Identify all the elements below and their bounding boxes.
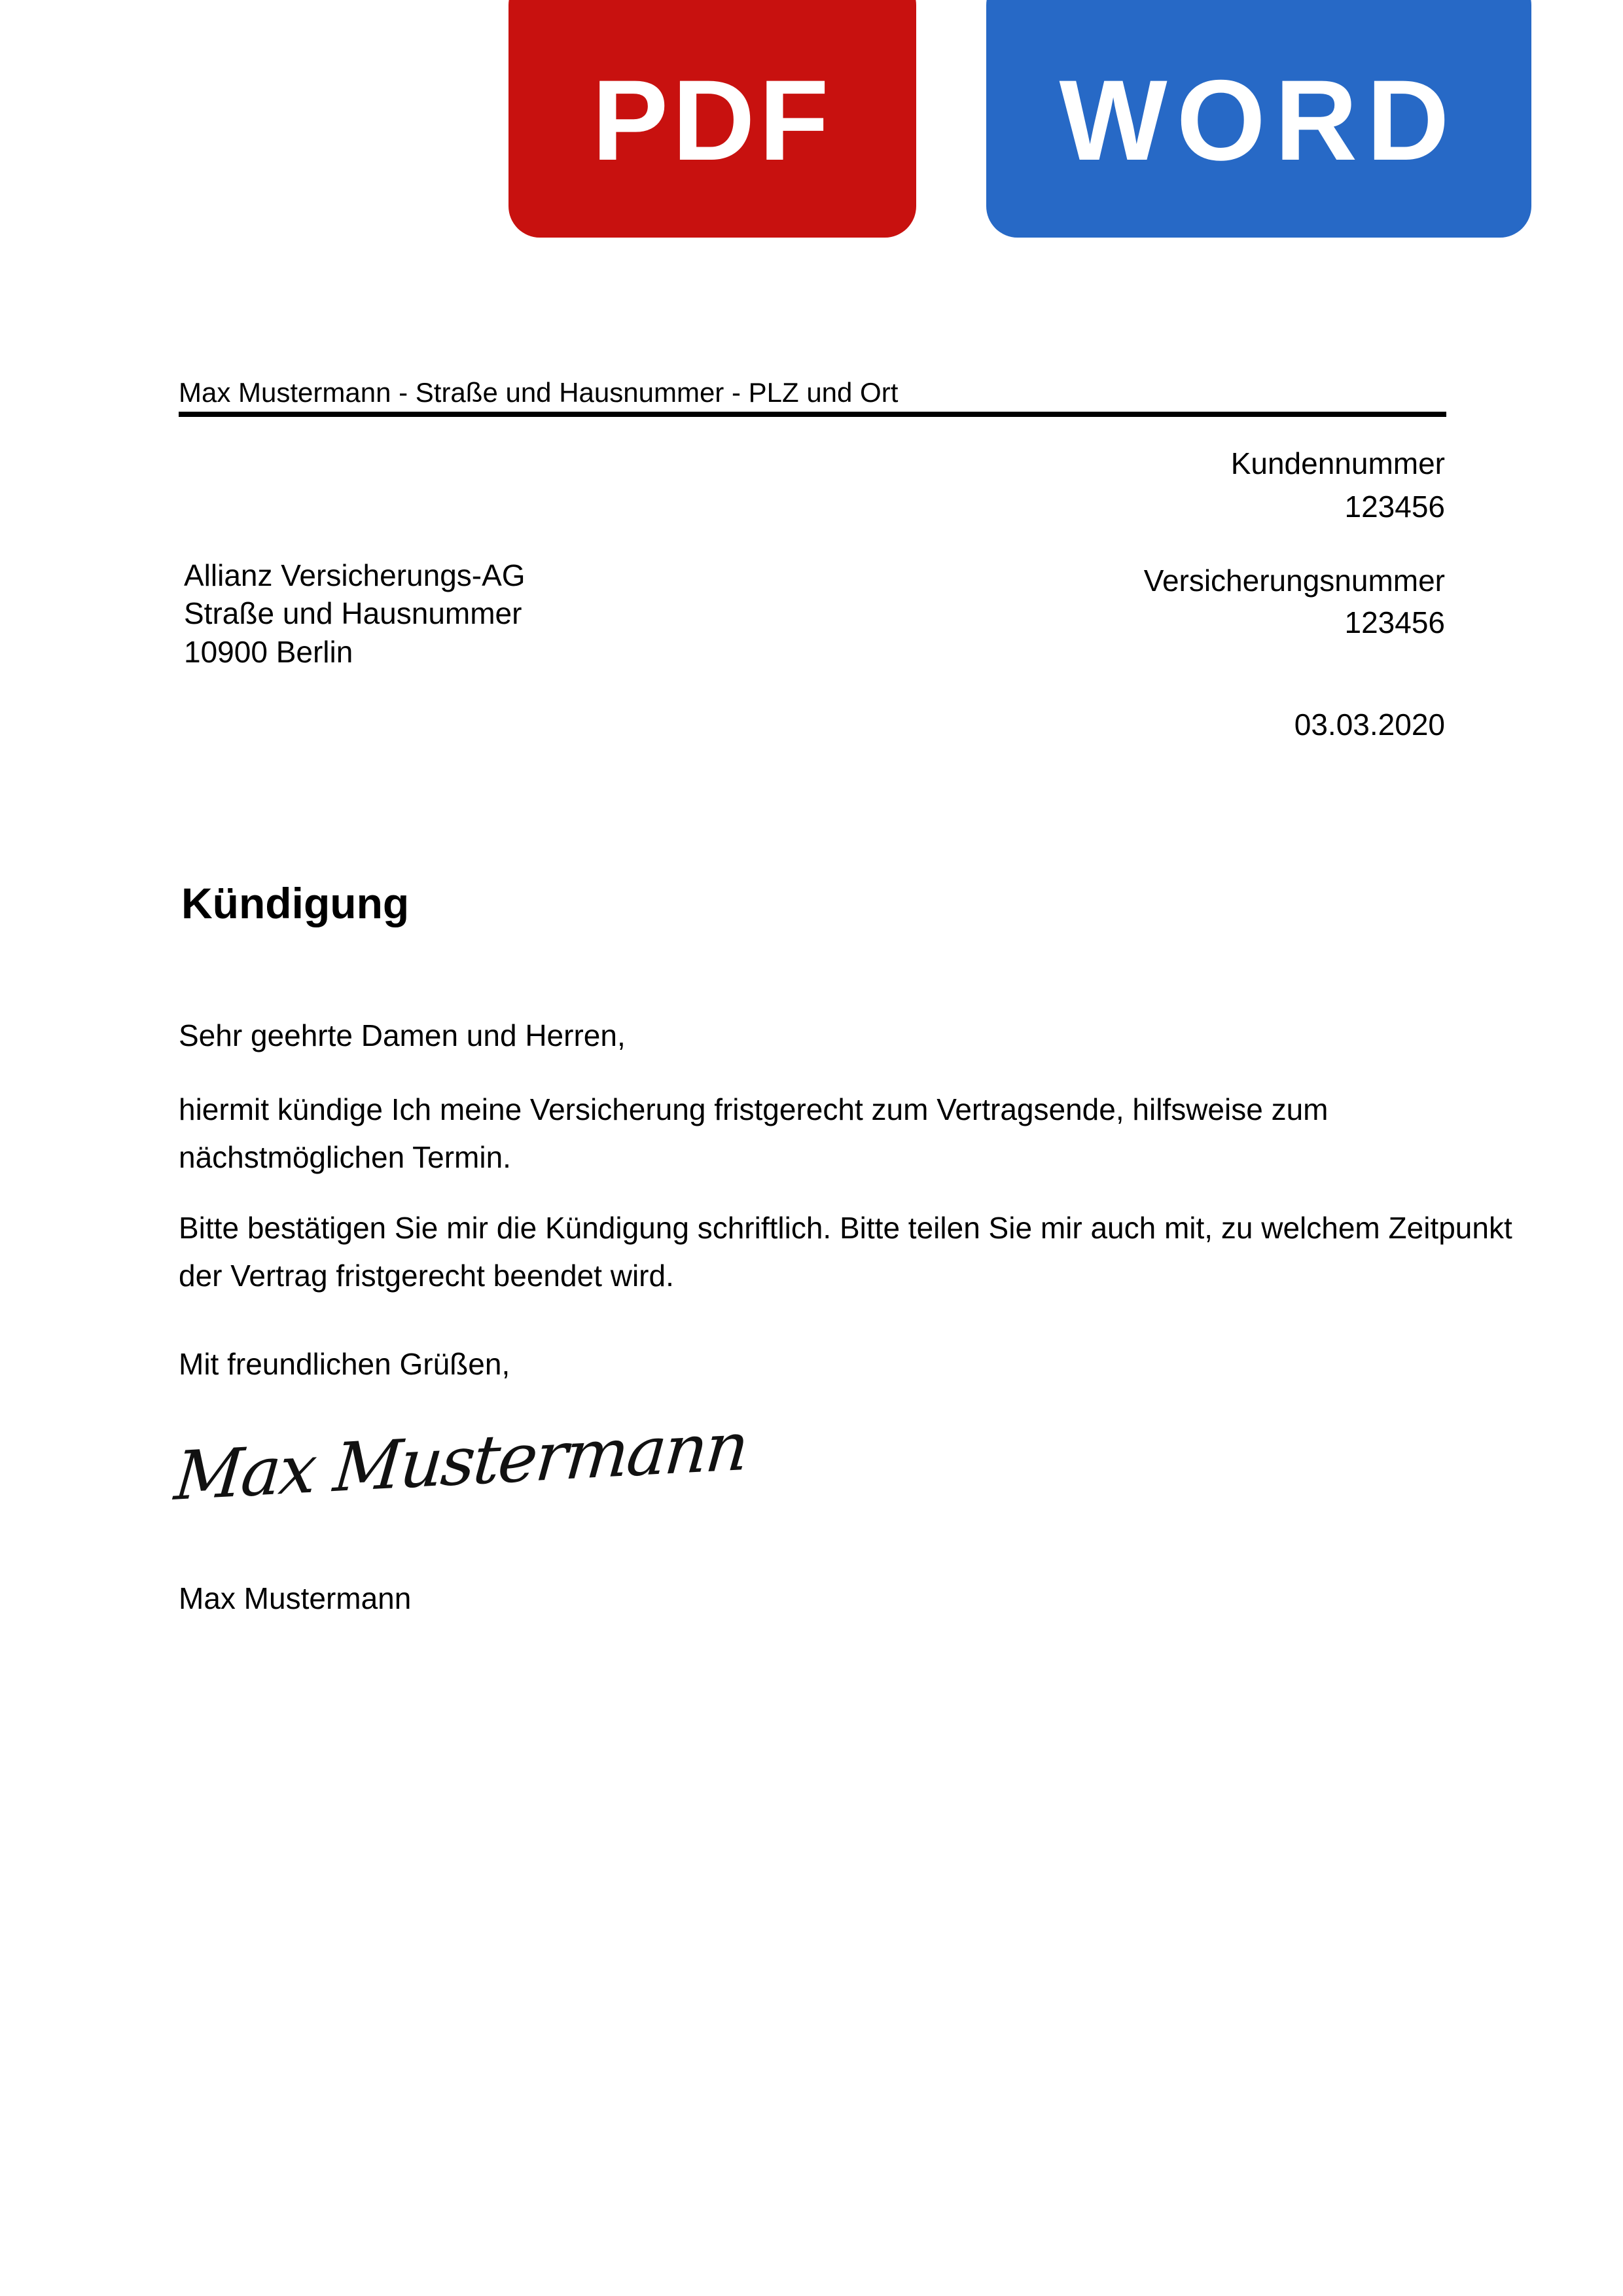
recipient-city: 10900 Berlin bbox=[184, 635, 353, 669]
insurance-number-label: Versicherungsnummer bbox=[1143, 564, 1445, 598]
customer-number-label: Kundennummer bbox=[1230, 446, 1445, 480]
closing-line: Mit freundlichen Grüßen, bbox=[179, 1347, 510, 1381]
body-paragraph2-line2: der Vertrag fristgerecht beendet wird. bbox=[179, 1259, 674, 1293]
salutation: Sehr geehrte Damen und Herren, bbox=[179, 1018, 626, 1052]
customer-number-value: 123456 bbox=[1344, 490, 1445, 524]
body-paragraph1-line1: hiermit kündige Ich meine Versicherung fristgerecht zum Vertragsende, hilfsweise zum bbox=[179, 1092, 1329, 1126]
recipient-name: Allianz Versicherungs-AG bbox=[184, 558, 526, 592]
download-pdf-button[interactable] bbox=[508, 0, 916, 238]
signature-printed-name: Max Mustermann bbox=[179, 1581, 412, 1615]
download-word-button[interactable] bbox=[986, 0, 1531, 238]
body-paragraph2-line1: Bitte bestätigen Sie mir die Kündigung schriftlich. Bitte teilen Sie mir auch mit, zu welchem Zeitpunkt bbox=[179, 1211, 1512, 1245]
subject-heading: Kündigung bbox=[181, 879, 410, 927]
word-button-label: WORD bbox=[1059, 57, 1459, 185]
body-paragraph1-line2: nächstmöglichen Termin. bbox=[179, 1140, 511, 1174]
pdf-button-label: PDF bbox=[592, 57, 833, 185]
recipient-street: Straße und Hausnummer bbox=[184, 596, 522, 630]
sender-underline bbox=[179, 412, 1446, 417]
letter-date: 03.03.2020 bbox=[1294, 708, 1445, 742]
signature-script: Max Mustermann bbox=[171, 1407, 751, 1516]
sender-line: Max Mustermann - Straße und Hausnummer - PLZ und Ort bbox=[179, 377, 899, 408]
insurance-number-value: 123456 bbox=[1344, 605, 1445, 639]
